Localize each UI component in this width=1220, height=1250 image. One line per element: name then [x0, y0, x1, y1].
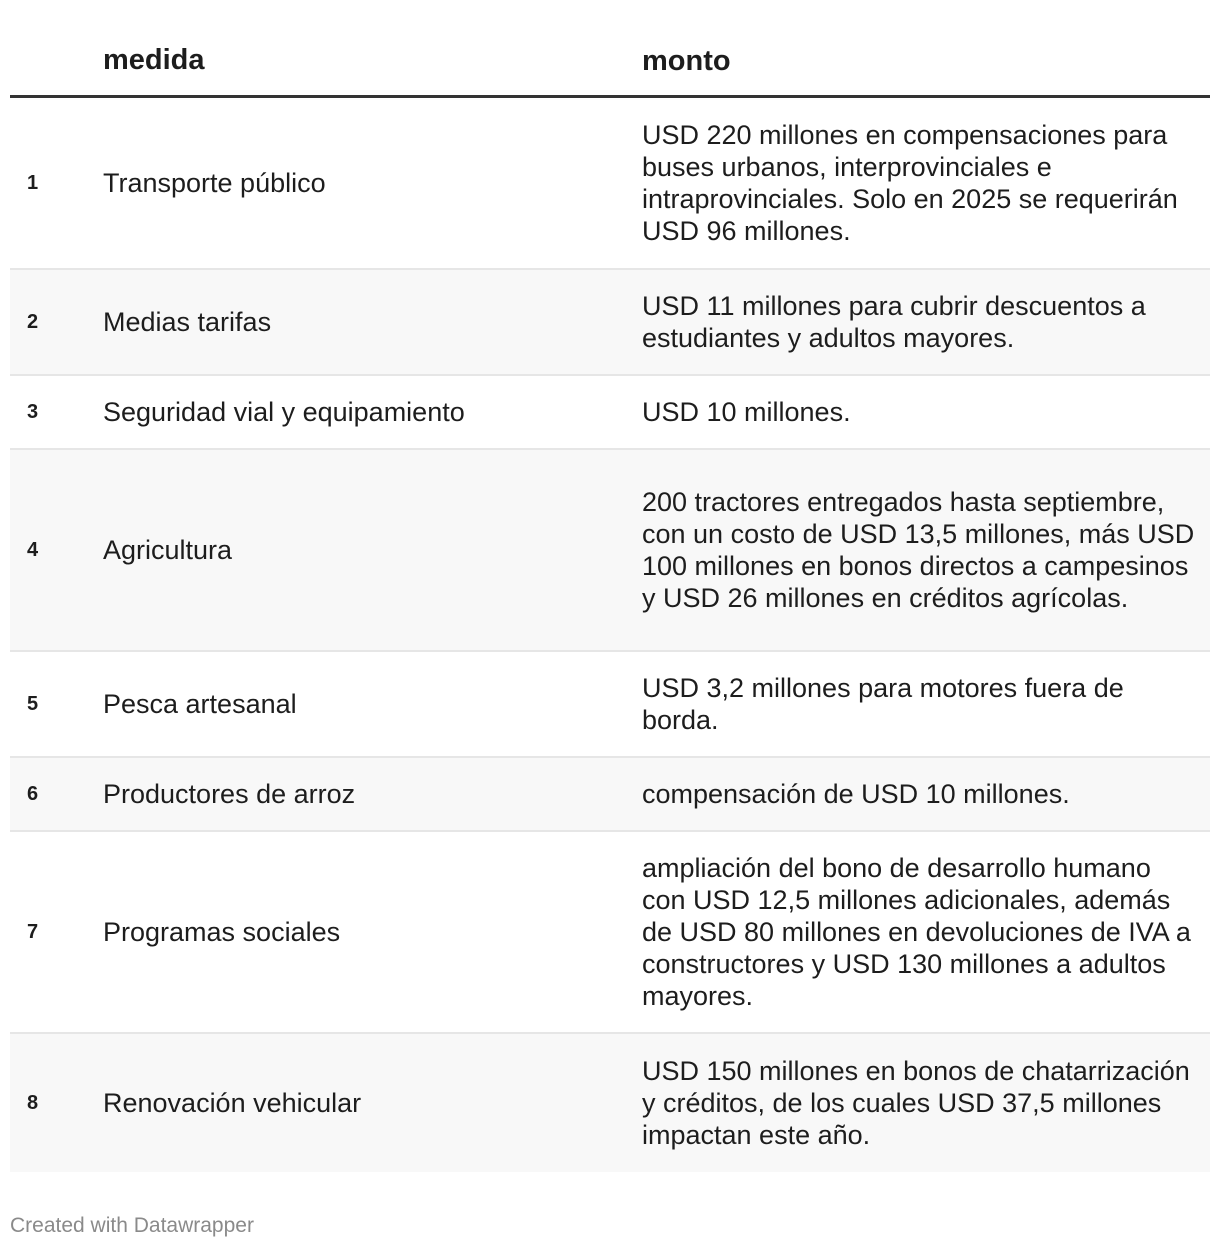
row-medida: Productores de arroz — [103, 778, 356, 809]
row-medida: Seguridad vial y equipamiento — [103, 396, 465, 427]
table-row — [10, 270, 1210, 376]
row-monto: USD 3,2 millones para motores fuera de borda. — [642, 673, 1124, 735]
row-number: 1 — [27, 171, 39, 194]
row-number: 7 — [27, 920, 39, 943]
row-number: 6 — [27, 782, 39, 805]
header-monto[interactable]: monto — [642, 45, 731, 77]
row-number: 5 — [27, 692, 39, 715]
row-number: 4 — [27, 538, 39, 561]
table-header — [10, 28, 1210, 98]
data-table — [10, 28, 1210, 1172]
table-row — [10, 376, 1210, 450]
row-medida: Pesca artesanal — [103, 688, 297, 719]
row-medida: Renovación vehicular — [103, 1087, 362, 1118]
header-medida[interactable]: medida — [103, 44, 205, 76]
row-monto: compensación de USD 10 millones. — [642, 779, 1070, 809]
row-medida: Medias tarifas — [103, 306, 272, 337]
table-row — [10, 758, 1210, 832]
row-number: 2 — [27, 310, 39, 333]
row-monto: ampliación del bono de desarrollo humano con USD 12,5 millones adicionales, además de USD 80 millones en devoluciones de IVA a constructores y USD 130 millones a adultos mayores. — [642, 853, 1191, 1011]
row-monto: 200 tractores entregados hasta septiembre, con un costo de USD 13,5 millones, más USD 100 millones en bonos directos a campesinos y USD 26 millones en créditos agrícolas. — [642, 487, 1195, 613]
row-medida: Transporte público — [103, 167, 326, 198]
table-row — [10, 1034, 1210, 1172]
row-monto: USD 150 millones en bonos de chatarrización y créditos, de los cuales USD 37,5 millones impactan este año. — [642, 1056, 1190, 1150]
table-row — [10, 450, 1210, 652]
datawrapper-credit[interactable]: Created with Datawrapper — [10, 1214, 254, 1237]
row-medida: Agricultura — [103, 534, 233, 565]
row-monto: USD 10 millones. — [642, 397, 851, 427]
row-monto: USD 11 millones para cubrir descuentos a estudiantes y adultos mayores. — [642, 291, 1146, 353]
table-row — [10, 98, 1210, 270]
row-monto: USD 220 millones en compensaciones para buses urbanos, interprovinciales e intraprovinciales. Solo en 2025 se requerirán USD 96 millones. — [642, 120, 1178, 246]
table-row — [10, 832, 1210, 1034]
table-row — [10, 652, 1210, 758]
row-medida: Programas sociales — [103, 916, 341, 947]
row-number: 8 — [27, 1091, 39, 1114]
row-number: 3 — [27, 400, 39, 423]
